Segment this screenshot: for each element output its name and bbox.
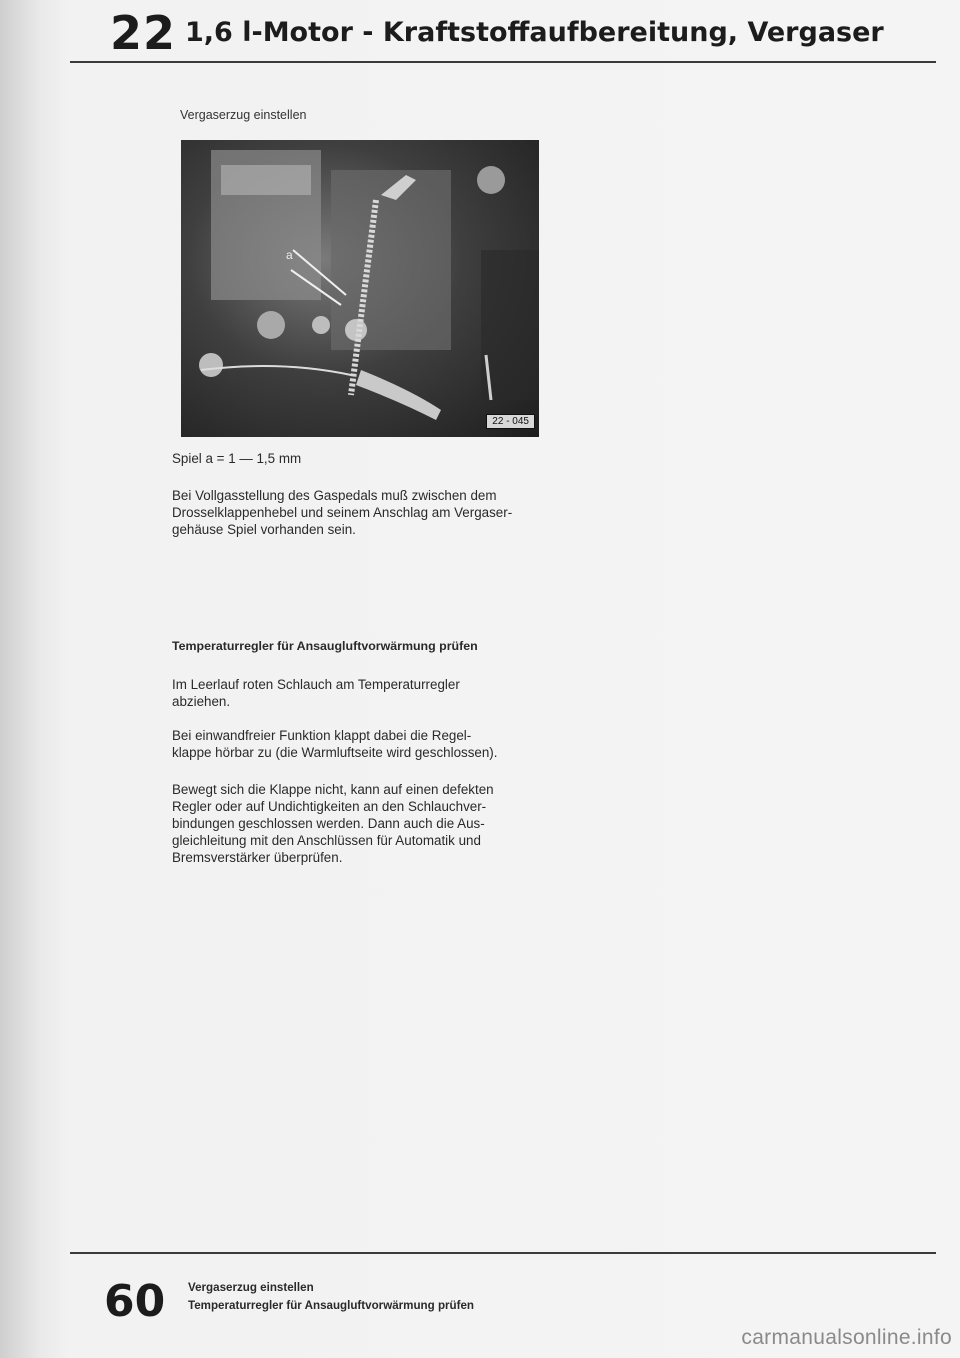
photo-code: 22 - 045 (486, 414, 535, 429)
section1-caption: Vergaserzug einstellen (180, 108, 307, 122)
chapter-title: 1,6 l-Motor - Kraftstoffaufbereitung, Vergaser (185, 17, 884, 48)
section2-heading: Temperaturregler für Ansaugluftvorwärmung prüfen (172, 639, 478, 653)
spec-line: Spiel a = 1 — 1,5 mm (172, 451, 302, 466)
text-line: Bei Vollgasstellung des Gaspedals muß zwischen dem (172, 488, 497, 503)
section2-paragraph-3 (172, 781, 572, 866)
text-line: klappe hörbar zu (die Warmluftseite wird geschlossen). (172, 745, 498, 760)
carburetor-photo (181, 140, 539, 437)
watermark-link[interactable]: carmanualsonline.info (741, 1326, 952, 1349)
photo-label-a: a (286, 248, 293, 262)
footer-line-1: Vergaserzug einstellen (188, 1281, 314, 1294)
text-line: gehäuse Spiel vorhanden sein. (172, 522, 356, 537)
text-line: Regler oder auf Undichtigkeiten an den Schlauchver- (172, 799, 487, 814)
section1-paragraph (172, 487, 572, 538)
carburetor-illustration (181, 140, 539, 437)
spec-text (172, 450, 572, 467)
section2-paragraph-2 (172, 727, 572, 761)
text-line: abziehen. (172, 694, 231, 709)
header-rule (70, 61, 936, 63)
text-line: bindungen geschlossen werden. Dann auch die Aus- (172, 816, 485, 831)
section2-paragraph-1 (172, 676, 572, 710)
text-line: Bewegt sich die Klappe nicht, kann auf einen defekten (172, 782, 494, 797)
text-line: gleichleitung mit den Anschlüssen für Automatik und (172, 833, 481, 848)
page-number: 60 (104, 1276, 166, 1327)
text-line: Bei einwandfreier Funktion klappt dabei die Regel- (172, 728, 472, 743)
text-line: Bremsverstärker überprüfen. (172, 850, 343, 865)
text-line: Drosselklappenhebel und seinem Anschlag am Vergaser- (172, 505, 513, 520)
text-line: Im Leerlauf roten Schlauch am Temperaturregler (172, 677, 460, 692)
footer-rule (70, 1252, 936, 1254)
chapter-number: 22 (110, 6, 177, 60)
footer-line-2: Temperaturregler für Ansaugluftvorwärmung prüfen (188, 1299, 475, 1312)
